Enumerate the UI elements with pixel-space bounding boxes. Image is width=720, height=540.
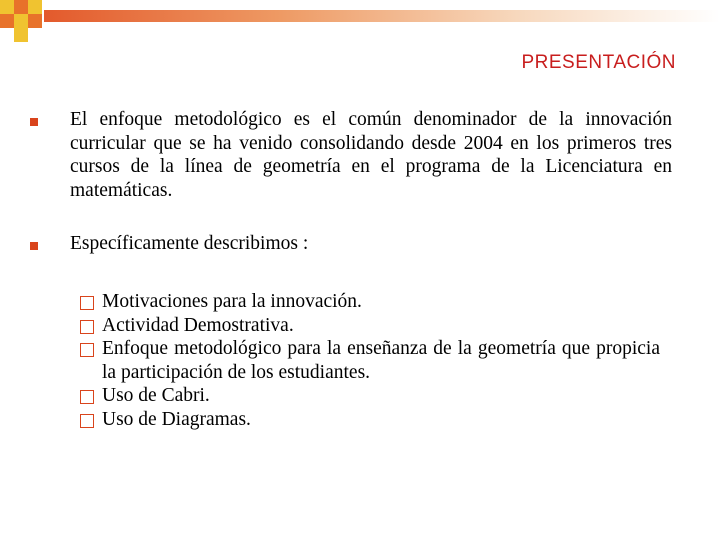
checkbox-square-icon [80,390,94,404]
bullet-paragraph: El enfoque metodológico es el común denominador de la innovación curricular que se ha venido consolidando desde 2004 en los primeros tres cursos de la línea de geometría en el programa de la Licenciatura en matemáticas. [70,109,672,201]
list-item-text: Uso de Diagramas. [102,408,251,430]
decor-square [14,28,28,42]
square-bullet-icon [30,118,38,126]
slide-title: PRESENTACIÓN [521,52,676,73]
decor-square [14,0,28,14]
list-item-text: Enfoque metodológico para la enseñanza de la geometría que propicia la participación de los estudiantes. [102,338,660,383]
checkbox-square-icon [80,296,94,310]
list-item-text: Actividad Demostrativa. [102,314,294,336]
checkbox-square-icon [80,343,94,357]
list-item [78,314,660,338]
decorative-header [0,0,720,48]
list-item [78,384,660,408]
bullet-paragraph: Específicamente describimos : [70,233,309,254]
list-item-text: Motivaciones para la innovación. [102,291,362,312]
checkbox-square-icon [80,414,94,428]
checkbox-square-icon [80,320,94,334]
decor-square [28,14,42,28]
list-item [78,408,660,432]
list-item [78,337,660,384]
decor-square [0,14,14,28]
list-item [78,290,660,314]
decor-square [0,0,14,14]
decor-square [14,14,28,28]
square-bullet-icon [30,242,38,250]
sub-list [78,290,660,431]
list-item-text: Uso de Cabri. [102,385,210,406]
decor-gradient-bar [44,10,720,22]
decor-square [28,0,42,14]
